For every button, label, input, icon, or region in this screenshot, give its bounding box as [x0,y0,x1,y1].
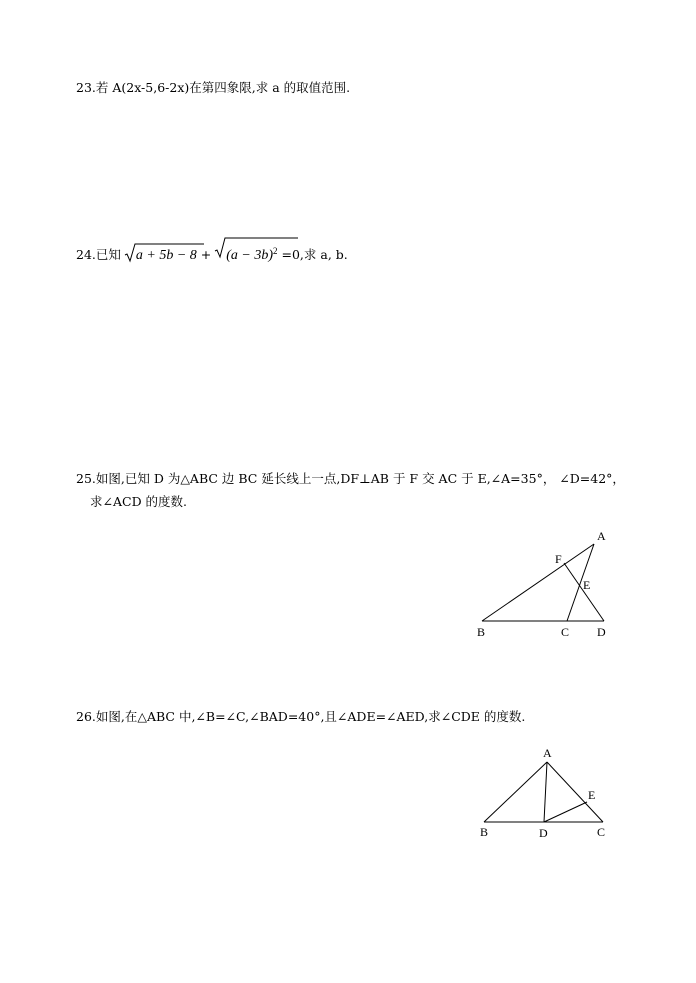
segment-AD [544,762,547,822]
question-24-suffix: =0,求 a, b. [281,247,348,263]
question-26-text: 26.如图,在△ABC 中,∠B=∠C,∠BAD=40°,且∠ADE=∠AED,求∠CDE 的度数. [76,709,526,724]
question-23-text: 23.若 A(2x-5,6-2x)在第四象限,求 a 的取值范围. [76,80,351,95]
label-B: B [477,625,486,639]
label-B: B [480,825,489,839]
segment-AB [484,762,547,822]
label-E: E [588,788,596,802]
label-A: A [597,529,606,543]
label-E: E [583,578,591,592]
label-C: C [561,625,570,639]
label-D: D [539,826,548,840]
question-25-text-line-1: 25.如图,已知 D 为△ABC 边 BC 延长线上一点,DF⊥AB 于 F 交 AC 于 E,∠A=35°， ∠D=42°， [76,471,625,486]
label-A: A [543,746,552,760]
radicand-2-exponent: 2 [273,246,278,256]
radicand-1: a + 5b − 8 [135,248,197,264]
plus-sign: + [200,247,212,263]
label-C: C [597,825,606,839]
label-D: D [597,625,606,639]
question-25-text-line-2: 求∠ACD 的度数. [90,494,188,509]
label-F: F [555,552,562,566]
segment-DE [544,802,587,822]
radicand-2-base: (a − 3b) [226,248,274,264]
question-24-prefix: 24.已知 [76,247,121,263]
